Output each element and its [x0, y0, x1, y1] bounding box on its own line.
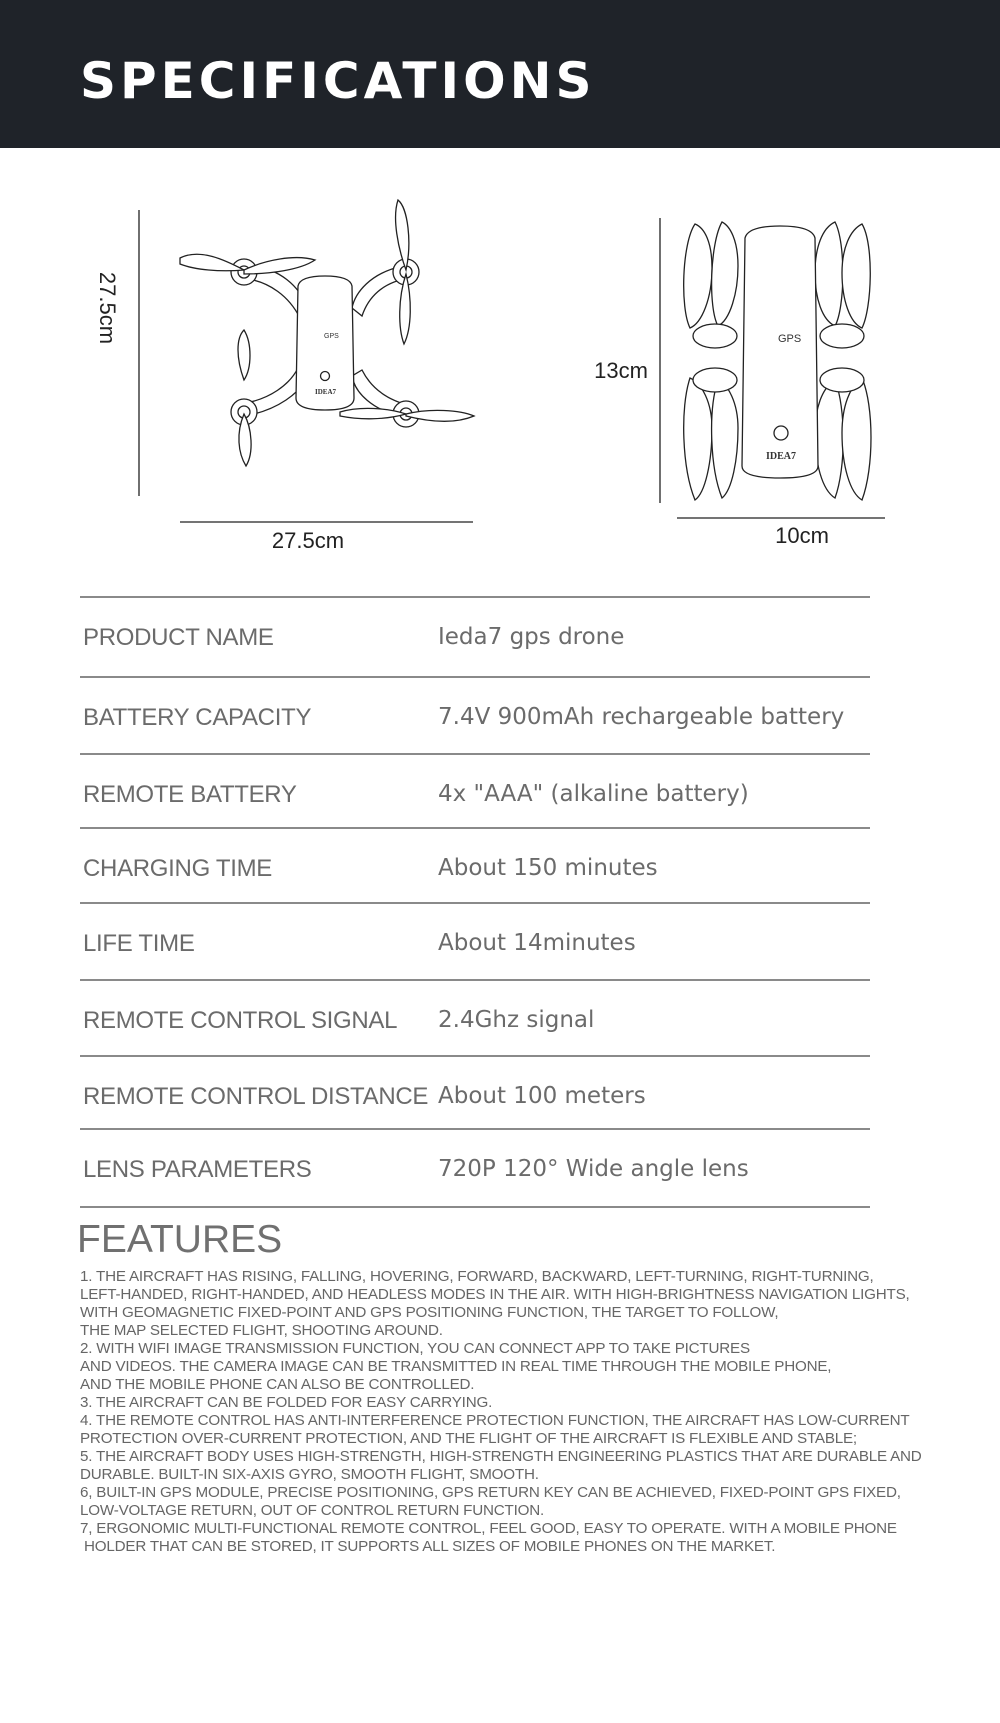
- spec-label: LENS PARAMETERS: [83, 1156, 312, 1183]
- spec-row: [80, 1128, 870, 1208]
- spec-value: About 150 minutes: [438, 855, 658, 881]
- features-heading: FEATURES: [77, 1218, 283, 1261]
- dimension-diagram: [0, 148, 1000, 588]
- spec-value: Ieda7 gps drone: [438, 624, 625, 650]
- spec-row: [80, 753, 870, 827]
- spec-row: [80, 1055, 870, 1128]
- unfolded-brand-label: IDEA7: [315, 388, 337, 396]
- unfolded-height-label: 27.5cm: [95, 271, 120, 345]
- unfolded-gps-label: GPS: [324, 333, 339, 340]
- features-line: 7, ERGONOMIC MULTI-FUNCTIONAL REMOTE CONTROL, FEEL GOOD, EASY TO OPERATE. WITH A MOBILE PHONE: [80, 1520, 897, 1537]
- spec-value: 7.4V 900mAh rechargeable battery: [438, 704, 845, 730]
- folded-brand-label: IDEA7: [766, 451, 797, 462]
- folded-gps-label: GPS: [778, 333, 802, 345]
- spec-label: REMOTE CONTROL DISTANCE: [83, 1083, 429, 1110]
- features-line: 6, BUILT-IN GPS MODULE, PRECISE POSITIONING, GPS RETURN KEY CAN BE ACHIEVED, FIXED-POINT GPS FIXED,: [80, 1484, 901, 1501]
- features-line: 4. THE REMOTE CONTROL HAS ANTI-INTERFERENCE PROTECTION FUNCTION, THE AIRCRAFT HAS LOW-CURRENT: [80, 1412, 910, 1429]
- features-line: DURABLE. BUILT-IN SIX-AXIS GYRO, SMOOTH FLIGHT, SMOOTH.: [80, 1466, 539, 1483]
- spec-value: About 100 meters: [438, 1083, 646, 1109]
- spec-value: About 14minutes: [438, 930, 636, 956]
- spec-label: PRODUCT NAME: [83, 624, 274, 651]
- page-title: SPECIFICATIONS: [80, 52, 596, 110]
- features-line: AND THE MOBILE PHONE CAN ALSO BE CONTROLLED.: [80, 1376, 475, 1393]
- features-line: 2. WITH WIFI IMAGE TRANSMISSION FUNCTION, YOU CAN CONNECT APP TO TAKE PICTURES: [80, 1340, 750, 1357]
- spec-value: 4x "AAA" (alkaline battery): [438, 781, 749, 807]
- spec-row: [80, 596, 870, 676]
- spec-row: [80, 676, 870, 753]
- features-line: WITH GEOMAGNETIC FIXED-POINT AND GPS POSITIONING FUNCTION, THE TARGET TO FOLLOW,: [80, 1304, 779, 1321]
- features-line: LEFT-HANDED, RIGHT-HANDED, AND HEADLESS MODES IN THE AIR. WITH HIGH-BRIGHTNESS NAVIGATION LIGHTS,: [80, 1286, 910, 1303]
- features-line: LOW-VOLTAGE RETURN, OUT OF CONTROL RETURN FUNCTION.: [80, 1502, 544, 1519]
- spec-label: LIFE TIME: [83, 930, 195, 957]
- features-line: HOLDER THAT CAN BE STORED, IT SUPPORTS ALL SIZES OF MOBILE PHONES ON THE MARKET.: [80, 1538, 776, 1555]
- spec-label: BATTERY CAPACITY: [83, 704, 312, 731]
- spec-value: 720P 120° Wide angle lens: [438, 1156, 749, 1182]
- folded-width-label: 10cm: [775, 523, 829, 548]
- unfolded-width-label: 27.5cm: [271, 528, 345, 553]
- header-banner: [0, 0, 1000, 148]
- drone-dimension-drawing: [0, 148, 1000, 588]
- spec-row: [80, 902, 870, 979]
- spec-value: 2.4Ghz signal: [438, 1007, 595, 1033]
- features-line: AND VIDEOS. THE CAMERA IMAGE CAN BE TRANSMITTED IN REAL TIME THROUGH THE MOBILE PHONE,: [80, 1358, 832, 1375]
- spec-label: REMOTE CONTROL SIGNAL: [83, 1007, 398, 1034]
- features-list: [80, 1268, 1000, 1556]
- features-line: 1. THE AIRCRAFT HAS RISING, FALLING, HOVERING, FORWARD, BACKWARD, LEFT-TURNING, RIGHT-TURNING,: [80, 1268, 874, 1285]
- spec-label: REMOTE BATTERY: [83, 781, 297, 808]
- spec-row: [80, 979, 870, 1055]
- spec-label: CHARGING TIME: [83, 855, 273, 882]
- features-line: THE MAP SELECTED FLIGHT, SHOOTING AROUND.: [80, 1322, 443, 1339]
- folded-height-label: 13cm: [594, 358, 648, 383]
- features-line: 3. THE AIRCRAFT CAN BE FOLDED FOR EASY CARRYING.: [80, 1394, 493, 1411]
- features-line: 5. THE AIRCRAFT BODY USES HIGH-STRENGTH, HIGH-STRENGTH ENGINEERING PLASTICS THAT ARE DURABLE AND: [80, 1448, 922, 1465]
- specifications-table: [80, 596, 870, 1208]
- features-line: PROTECTION OVER-CURRENT PROTECTION, AND THE FLIGHT OF THE AIRCRAFT IS FLEXIBLE AND STABLE;: [80, 1430, 857, 1447]
- spec-row: [80, 827, 870, 902]
